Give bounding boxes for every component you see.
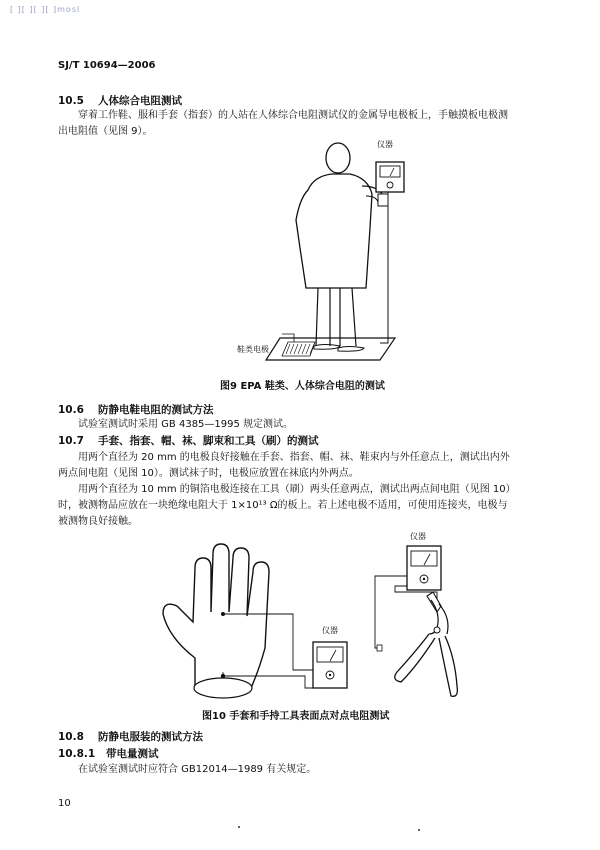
shoe-electrode bbox=[282, 342, 315, 356]
section-10-6-body: 试验室测试时采用 GB 4385—1995 规定测试。 bbox=[78, 419, 294, 430]
section-number: 10.6 bbox=[58, 404, 84, 416]
pliers-icon bbox=[395, 592, 458, 696]
scan-stamp: [ ][ ][ ][ ]mosl bbox=[10, 5, 81, 14]
glove-outline bbox=[163, 544, 269, 688]
meter-icon bbox=[376, 162, 404, 192]
section-10-6-heading bbox=[58, 402, 214, 417]
figure-9-caption: 图9 EPA 鞋类、人体综合电阻的测试 bbox=[220, 381, 385, 392]
figure-9-illustration bbox=[230, 138, 410, 368]
figure-9-instrument-label: 仪器 bbox=[377, 140, 393, 149]
meter-icon bbox=[407, 546, 441, 590]
meter-icon bbox=[313, 642, 347, 688]
figure-10-instrument-label-right: 仪器 bbox=[410, 532, 426, 541]
section-title: 人体综合电阻测试 bbox=[98, 95, 182, 107]
section-10-7-p1-line2: 两点间电阻（见图 10）。测试袜子时，电极应放置在袜底内外两点。 bbox=[58, 468, 359, 479]
standard-number: SJ/T 10694—2006 bbox=[58, 60, 156, 71]
section-number: 10.8.1 bbox=[58, 748, 96, 760]
section-10-8-heading bbox=[58, 729, 203, 744]
section-10-5-line2: 出电阻值（见图 9）。 bbox=[58, 126, 153, 137]
section-10-7-p2-line1: 用两个直径为 10 mm 的铜箔电极连接在工具（刷）两头任意两点，测试出两点间电阻（见图 10） bbox=[78, 484, 516, 495]
section-title: 防静电服装的测试方法 bbox=[98, 731, 203, 743]
section-number: 10.5 bbox=[58, 95, 84, 107]
figure-10-caption: 图10 手套和手持工具表面点对点电阻测试 bbox=[202, 711, 390, 722]
section-10-8-1-body: 在试验室测试时应符合 GB12014—1989 有关规定。 bbox=[78, 764, 317, 775]
section-number: 10.8 bbox=[58, 731, 84, 743]
person-head bbox=[326, 143, 350, 173]
section-title: 防静电鞋电阻的测试方法 bbox=[98, 404, 214, 416]
section-10-7-heading bbox=[58, 433, 319, 448]
section-10-8-1-heading bbox=[58, 746, 159, 761]
section-number: 10.7 bbox=[58, 435, 84, 447]
scan-speck bbox=[418, 829, 420, 831]
section-10-7-p1-line1: 用两个直径为 20 mm 的电极良好接触在手套、指套、帽、袜、鞋束内与外任意点上，测试出内外 bbox=[78, 452, 510, 463]
section-10-7-p2-line2: 时，被测物品应放在一块绝缘电阻大于 1×10¹³ Ω的板上。若上述电极不适用，可使用连接夹，电极与 bbox=[58, 500, 508, 511]
figure-10-instrument-label-left: 仪器 bbox=[322, 626, 338, 635]
figure-10-illustration bbox=[155, 530, 465, 705]
section-10-5-line1: 穿着工作鞋、服和手套（指套）的人站在人体综合电阻测试仪的金属导电极板上，手触摸板电极测 bbox=[78, 110, 508, 121]
figure-9-electrode-label: 鞋类电极 bbox=[237, 345, 269, 354]
page-number: 10 bbox=[58, 798, 71, 809]
section-10-7-p2-line3: 被测物良好接触。 bbox=[58, 516, 138, 527]
scan-speck bbox=[238, 826, 240, 828]
section-title: 带电量测试 bbox=[106, 748, 159, 760]
section-10-5-heading bbox=[58, 93, 182, 108]
section-title: 手套、指套、帽、袜、脚束和工具（刷）的测试 bbox=[98, 435, 319, 447]
